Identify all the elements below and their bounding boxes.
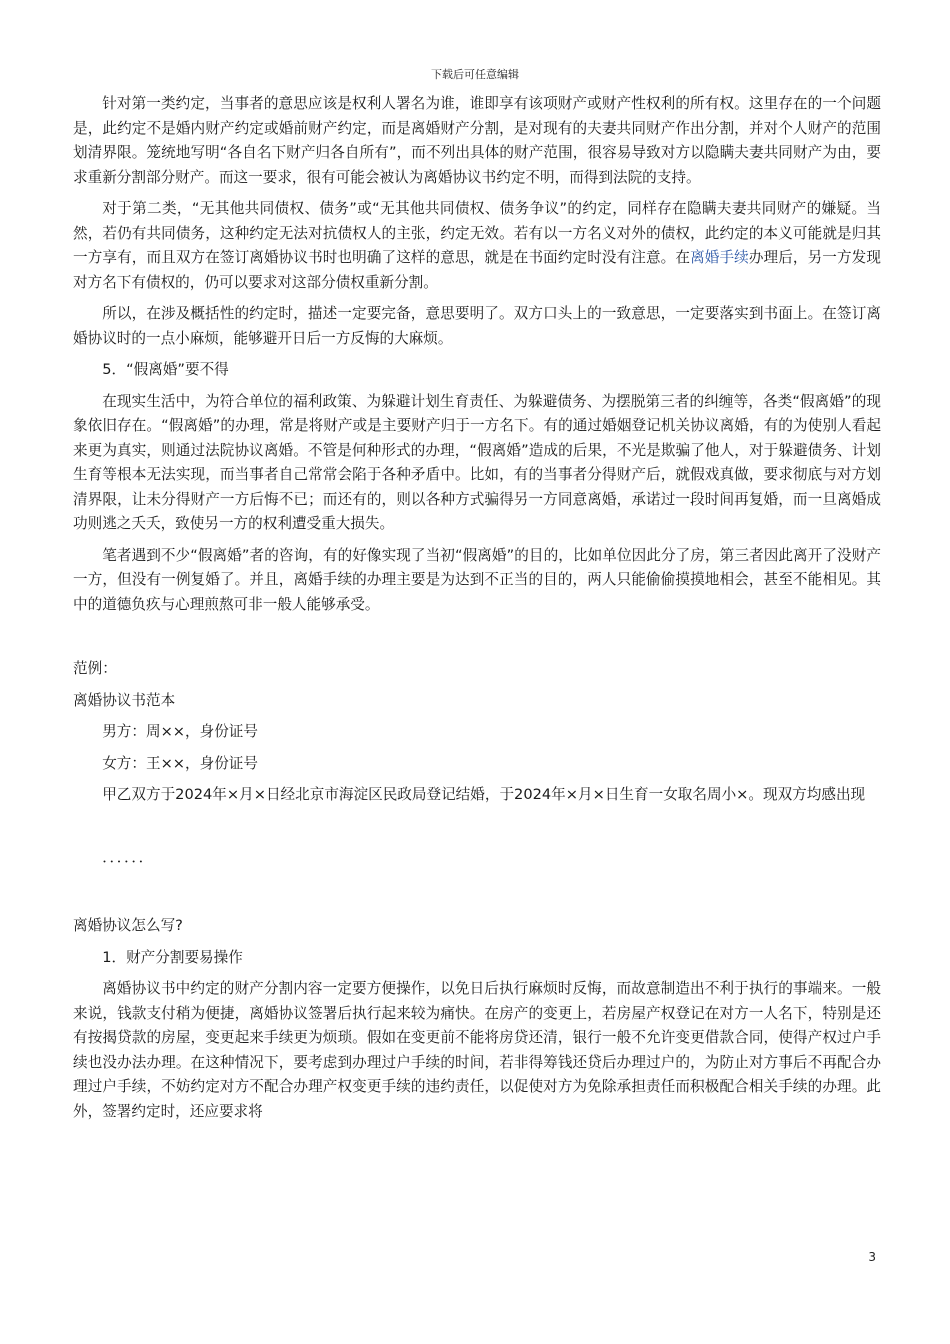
paragraph-summary: 所以，在涉及概括性的约定时，描述一定要完备，意思要明了。双方口头上的一致意思，一定要落实到书面上。在签订离婚协议时的一点小麻烦，能够避开日后一方反悔的大麻烦。 (73, 305, 881, 347)
paragraph-property-division: 离婚协议书中约定的财产分割内容一定要方便操作，以免日后执行麻烦时反悔，而故意制造出不利于执行的事端来。一般来说，钱款支付稍为便捷，离婚协议签署后执行起来较为痛快。在房产的变更上，若房屋产权登记在对方一人名下，特别是还有按揭贷款的房屋，变更起来手续更为烦琐。假如在变更前不能将房贷还清，银行一般不允许变更借款合同，使得产权过户手续也没办法办理。在这种情况下，要考虑到办理过户手续的时间，若非得筹钱还贷后办理过户的，为防止对方事后不再配合办理过户手续，不妨约定对方不配合办理产权变更手续的违约责任，以促使对方为免除承担责任而积极配合相关手续的办理。此外，签署约定时，还应要求将 (73, 980, 881, 1120)
divorce-procedure-link[interactable]: 离婚手续 (690, 249, 749, 266)
ellipsis-line: ．．．．．． (102, 848, 154, 866)
page-number: 3 (868, 1250, 876, 1264)
section-heading-fake-divorce: 5．“假离婚”要不得 (102, 361, 229, 378)
sample-agreement-title: 离婚协议书范本 (73, 691, 176, 709)
example-label: 范例： (73, 660, 117, 677)
how-to-write-heading: 离婚协议怎么写? (73, 917, 183, 934)
section-heading-property-division: 1．财产分割要易操作 (102, 948, 243, 966)
paragraph-consultation: 笔者遇到不少“假离婚”者的咨询，有的好像实现了当初“假离婚”的目的，比如单位因此分了房，第三者因此离开了没财产一方，但没有一例复婚了。并且，离婚手续的办理主要是为达到不正当的目的，两人只能偷偷摸摸地相会，甚至不能相见。其中的道德负疚与心理煎熬可非一般人能够承受。 (73, 546, 881, 613)
paragraph-fake-divorce: 在现实生活中，为符合单位的福利政策、为躲避计划生育责任、为躲避债务、为摆脱第三者的纠缠等，各类“假离婚”的现象依旧存在。“假离婚”的办理，常是将财产或是主要财产归于一方名下。有的通过婚姻登记机关协议离婚，有的为使别人看起来更为真实，则通过法院协议离婚。不管是何种形式的办理，“假离婚”造成的后果，不光是欺骗了他人，对于躲避债务、计划生育等根本无法实现，而当事者自己常常会陷于各种矛盾中。比如，有的当事者分得财产后，就假戏真做，要求彻底与对方划清界限，让未分得财产一方后悔不已；而还有的，则以各种方式骗得另一方同意离婚，承诺过一段时间再复婚，而一旦离婚成功则逃之夭夭，致使另一方的权利遭受重大损失。 (73, 392, 881, 532)
paragraph-second-category-text-a: 对于第二类，“无其他共同债权、债务”或“无其他共同债权、债务争议”的约定，同样存在隐瞒夫妻共同财产的嫌疑。当然，若仍有共同债务，这种约定无法对抗债权人的主张，约定无效。若有以一方名义对外的债权，此约定的本义可能就是归其一方享有，而且双方在签订离婚协议书时也明确了这样的意思，就是在书面约定时没有注意。在 (73, 200, 881, 266)
male-party-line: 男方：周××，身份证号 (102, 723, 258, 740)
page-header: 下载后可任意编辑 (431, 68, 519, 81)
female-party-line: 女方：王××，身份证号 (102, 754, 258, 772)
paragraph-second-category-text-b: 办理后，另一方发现对方名下有债权的，仍可以要求对这部分债权重新分割。 (73, 249, 881, 291)
paragraph-first-category: 针对第一类约定，当事者的意思应该是权利人署名为谁，谁即享有该项财产或财产性权利的所有权。这里存在的一个问题是，此约定不是婚内财产约定或婚前财产约定，而是离婚财产分割，是对现有的夫妻共同财产作出分割，并对个人财产的范围划清界限。笼统地写明“各自名下财产归各自所有”，而不列出具体的财产范围，很容易导致对方以隐瞒夫妻共同财产为由，要求重新分割部分财产。而这一要求，很有可能会被认为离婚协议书约定不明，而得到法院的支持。 (73, 95, 881, 186)
agreement-opening-paragraph: 甲乙双方于2024年×月×日经北京市海淀区民政局登记结婚，于2024年×月×日生育一女取名周小×。现双方均感出现 (102, 786, 866, 803)
document-body (73, 92, 881, 1124)
paragraph-second-category (73, 197, 881, 295)
